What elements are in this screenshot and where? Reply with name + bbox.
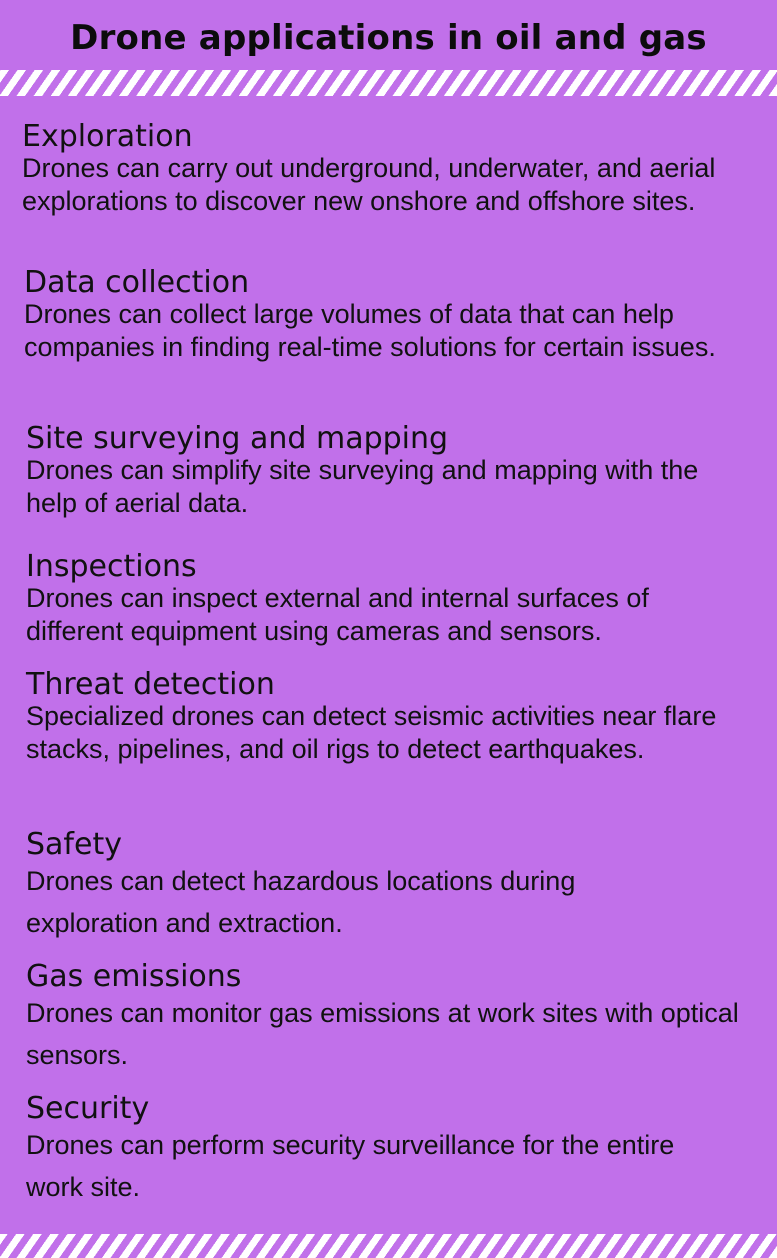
decorative-stripe-top (0, 70, 777, 96)
section-inspections (26, 549, 766, 648)
section-data-collection (24, 265, 764, 364)
page-title: Drone applications in oil and gas (70, 18, 707, 58)
section-text: Drones can inspect external and internal surfaces of different equipment using cameras and sensors. (26, 583, 649, 646)
section-text: Drones can perform security surveillance for the entire work site. (26, 1130, 675, 1202)
section-heading: Data collection (24, 265, 250, 300)
section-heading: Security (26, 1091, 150, 1126)
section-security (26, 1091, 766, 1208)
section-gas-emissions (26, 959, 766, 1076)
section-safety (26, 827, 766, 944)
section-text: Drones can simplify site surveying and mapping with the help of aerial data. (26, 455, 699, 518)
section-heading: Exploration (22, 119, 193, 154)
section-heading: Inspections (26, 549, 197, 584)
section-text: Specialized drones can detect seismic activities near flare stacks, pipelines, and oil rigs to detect earthquakes. (26, 701, 717, 764)
section-heading: Site surveying and mapping (26, 421, 449, 456)
section-text: Drones can detect hazardous locations during exploration and extraction. (26, 866, 576, 938)
decorative-stripe-bottom (0, 1234, 777, 1258)
section-heading: Gas emissions (26, 959, 242, 994)
section-heading: Safety (26, 827, 122, 862)
section-text: Drones can collect large volumes of data that can help companies in finding real-time solutions for certain issues. (24, 299, 716, 362)
section-heading: Threat detection (26, 667, 275, 702)
section-site-surveying (26, 421, 766, 520)
section-threat-detection (26, 667, 766, 766)
section-text: Drones can carry out underground, underwater, and aerial explorations to discover new onshore and offshore sites. (22, 153, 716, 216)
section-exploration (22, 119, 762, 218)
section-text: Drones can monitor gas emissions at work sites with optical sensors. (26, 998, 739, 1070)
